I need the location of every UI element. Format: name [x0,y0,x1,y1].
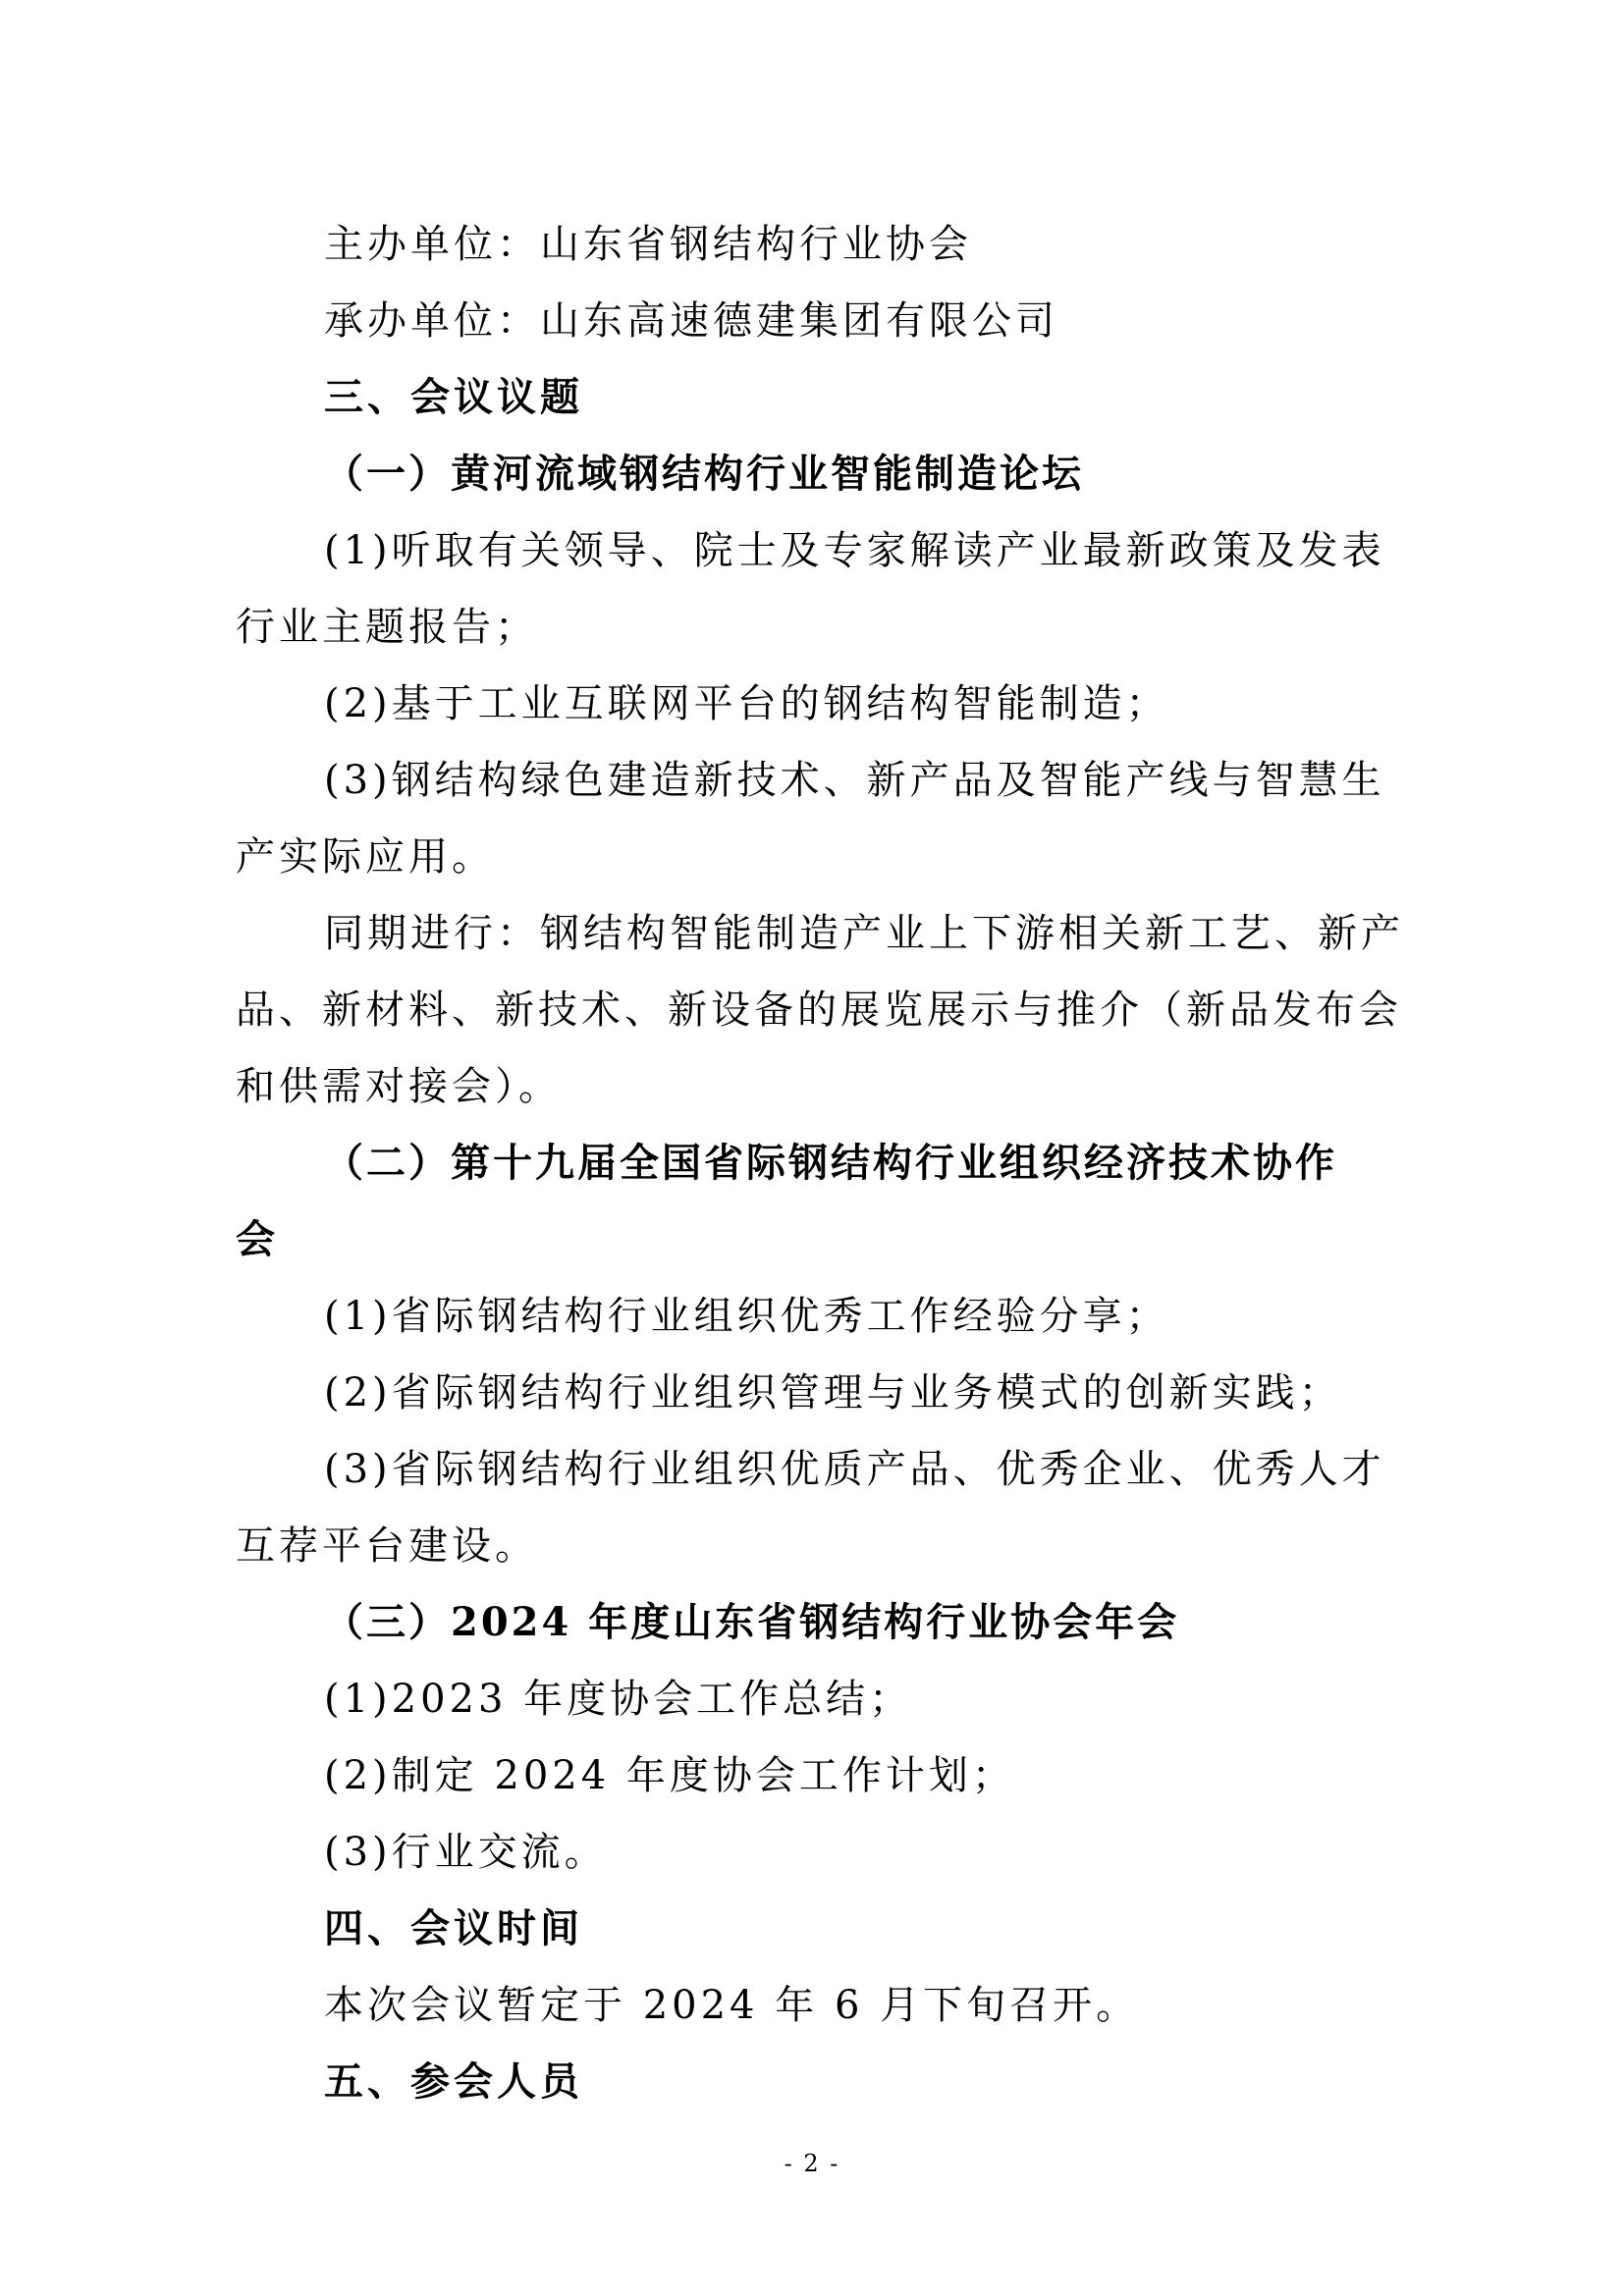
concurrent-event-continuation: 品、新材料、新技术、新设备的展览展示与推介（新品发布会 [236,988,1402,1033]
agenda-item: (1)2023 年度协会工作总结； [324,1677,913,1722]
agenda-item: (2)制定 2024 年度协会工作计划； [324,1753,1015,1798]
agenda-item: (3)钢结构绿色建造新技术、新产品及智能产线与智慧生 [324,758,1385,803]
agenda-item: (2)基于工业互联网平台的钢结构智能制造； [324,681,1169,726]
co-organizer-line: 承办单位：山东高速德建集团有限公司 [324,298,1058,344]
organizer-line: 主办单位：山东省钢结构行业协会 [324,222,972,267]
sub-heading-cooperation-meeting: （二）第十九届全国省际钢结构行业组织经济技术协作 [324,1140,1337,1186]
concurrent-event-paragraph: 同期进行：钢结构智能制造产业上下游相关新工艺、新产 [324,911,1404,956]
agenda-item: (3)省际钢结构行业组织优质产品、优秀企业、优秀人才 [324,1447,1385,1492]
agenda-item: (1)省际钢结构行业组织优秀工作经验分享； [324,1294,1169,1339]
document-body [236,206,1404,2120]
agenda-item-continuation: 互荐平台建设。 [236,1523,538,1569]
sub-heading-forum: （一）黄河流域钢结构行业智能制造论坛 [324,451,1084,497]
agenda-item-continuation: 行业主题报告； [236,605,538,650]
agenda-item-continuation: 产实际应用。 [236,834,495,880]
meeting-time-text: 本次会议暂定于 2024 年 6 月下旬召开。 [324,1983,1140,2028]
agenda-item: (3)行业交流。 [324,1830,608,1875]
concurrent-event-continuation: 和供需对接会）。 [236,1064,562,1109]
section-heading-time: 四、会议时间 [324,1906,583,1951]
agenda-item: (2)省际钢结构行业组织管理与业务模式的创新实践； [324,1370,1342,1415]
sub-heading-annual-meeting: （三）2024 年度山东省钢结构行业协会年会 [324,1599,1180,1645]
section-heading-attendees: 五、参会人员 [324,2059,583,2105]
sub-heading-continuation: 会 [236,1216,278,1262]
section-heading-agenda: 三、会议议题 [324,375,583,420]
page-number: - 2 - [784,2150,840,2177]
agenda-item: (1)听取有关领导、院士及专家解读产业最新政策及发表 [324,528,1385,573]
